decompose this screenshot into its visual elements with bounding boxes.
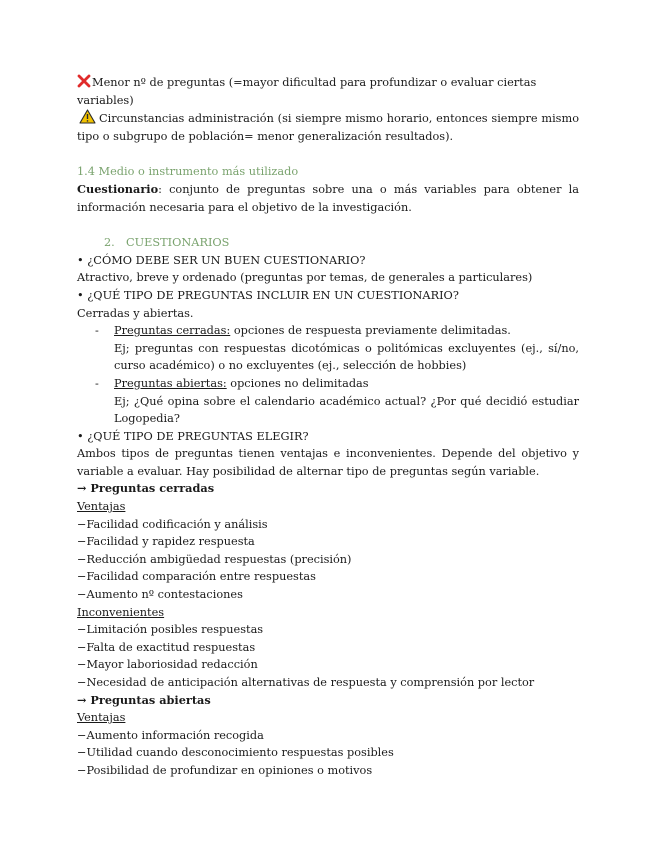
question-3: • ¿QUÉ TIPO DE PREGUNTAS ELEGIR?: [77, 429, 309, 443]
list-item: −Facilidad y rapidez respuesta: [77, 535, 255, 549]
section-2-title: CUESTIONARIOS: [126, 236, 230, 250]
open-questions-text: opciones no delimitadas: [226, 376, 369, 390]
warning-icon: [79, 109, 96, 124]
closed-questions-text: opciones de respuesta previamente delimitadas.: [230, 324, 511, 338]
section-2-number: 2.: [104, 236, 115, 250]
intro-line-2: [77, 109, 579, 145]
open-questions-example: Ej; ¿Qué opina sobre el calendario académico actual? ¿Por qué decidió estudiar Logopedia?: [114, 394, 579, 426]
list-item: −Aumento nº contestaciones: [77, 588, 243, 602]
intro-line-2-text: Circunstancias administración (si siempre mismo horario, entonces siempre mismo tipo o subgrupo de población= menor generalización resultados).: [77, 112, 579, 143]
closed-questions-title-text: → Preguntas cerradas: [77, 481, 215, 496]
list-item: −Facilidad comparación entre respuestas: [77, 570, 316, 584]
list-item: −Reducción ambigüedad respuestas (precisión): [77, 552, 352, 566]
answer-3: Ambos tipos de preguntas tienen ventajas e inconvenientes. Depende del objetivo y variable a evaluar. Hay posibilidad de alternar tipo de preguntas según variable.: [77, 447, 579, 478]
closed-questions-label: Preguntas cerradas:: [114, 324, 231, 338]
cuestionario-definition-text: : conjunto de preguntas sobre una o más variables para obtener la información necesaria para el objetivo de la investigación.: [77, 182, 579, 214]
closed-questions-item: [77, 322, 579, 340]
question-1: • ¿CÓMO DEBE SER UN BUEN CUESTIONARIO?: [77, 253, 366, 267]
closed-disadvantages-label: Inconvenientes: [77, 605, 165, 619]
list-item: −Mayor laboriosidad redacción: [77, 658, 258, 672]
cross-mark-icon: [77, 74, 91, 88]
closed-advantages-label: Ventajas: [77, 500, 126, 514]
intro-line-1-text: Menor nº de preguntas (=mayor dificultad para profundizar o evaluar ciertas variables): [77, 76, 537, 107]
intro-line-1: [77, 74, 579, 109]
open-questions-title: [77, 692, 579, 710]
list-item: −Limitación posibles respuestas: [77, 623, 264, 637]
list-item: −Necesidad de anticipación alternativas de respuesta y comprensión por lector: [77, 676, 535, 689]
list-item: −Utilidad cuando desconocimiento respuestas posibles: [77, 746, 394, 760]
cuestionario-definition: [77, 181, 579, 216]
open-questions-title-text: → Preguntas abiertas: [77, 692, 211, 707]
section-1-4-heading: 1.4 Medio o instrumento más utilizado: [77, 165, 299, 179]
list-item: −Facilidad codificación y análisis: [77, 517, 268, 531]
open-advantages-label: Ventajas: [77, 711, 126, 725]
closed-questions-title: [77, 480, 579, 498]
open-questions-item: [77, 375, 579, 393]
question-2: • ¿QUÉ TIPO DE PREGUNTAS INCLUIR EN UN CUESTIONARIO?: [77, 288, 459, 302]
dash-bullet: -: [95, 376, 99, 390]
document-page: [77, 74, 579, 780]
list-item: −Aumento información recogida: [77, 728, 264, 742]
open-questions-label: Preguntas abiertas:: [114, 376, 227, 390]
answer-2: Cerradas y abiertas.: [77, 306, 194, 320]
list-item: −Posibilidad de profundizar en opiniones o motivos: [77, 763, 373, 777]
closed-questions-example: Ej; preguntas con respuestas dicotómicas o politómicas excluyentes (ej., sí/no, curso académico) o no excluyentes (ej., selección de hobbies): [114, 341, 579, 373]
answer-1: Atractivo, breve y ordenado (preguntas por temas, de generales a particulares): [77, 271, 533, 285]
section-2-heading: [77, 234, 579, 252]
cuestionario-term: Cuestionario: [77, 181, 159, 196]
dash-bullet: -: [95, 324, 99, 338]
list-item: −Falta de exactitud respuestas: [77, 640, 256, 654]
